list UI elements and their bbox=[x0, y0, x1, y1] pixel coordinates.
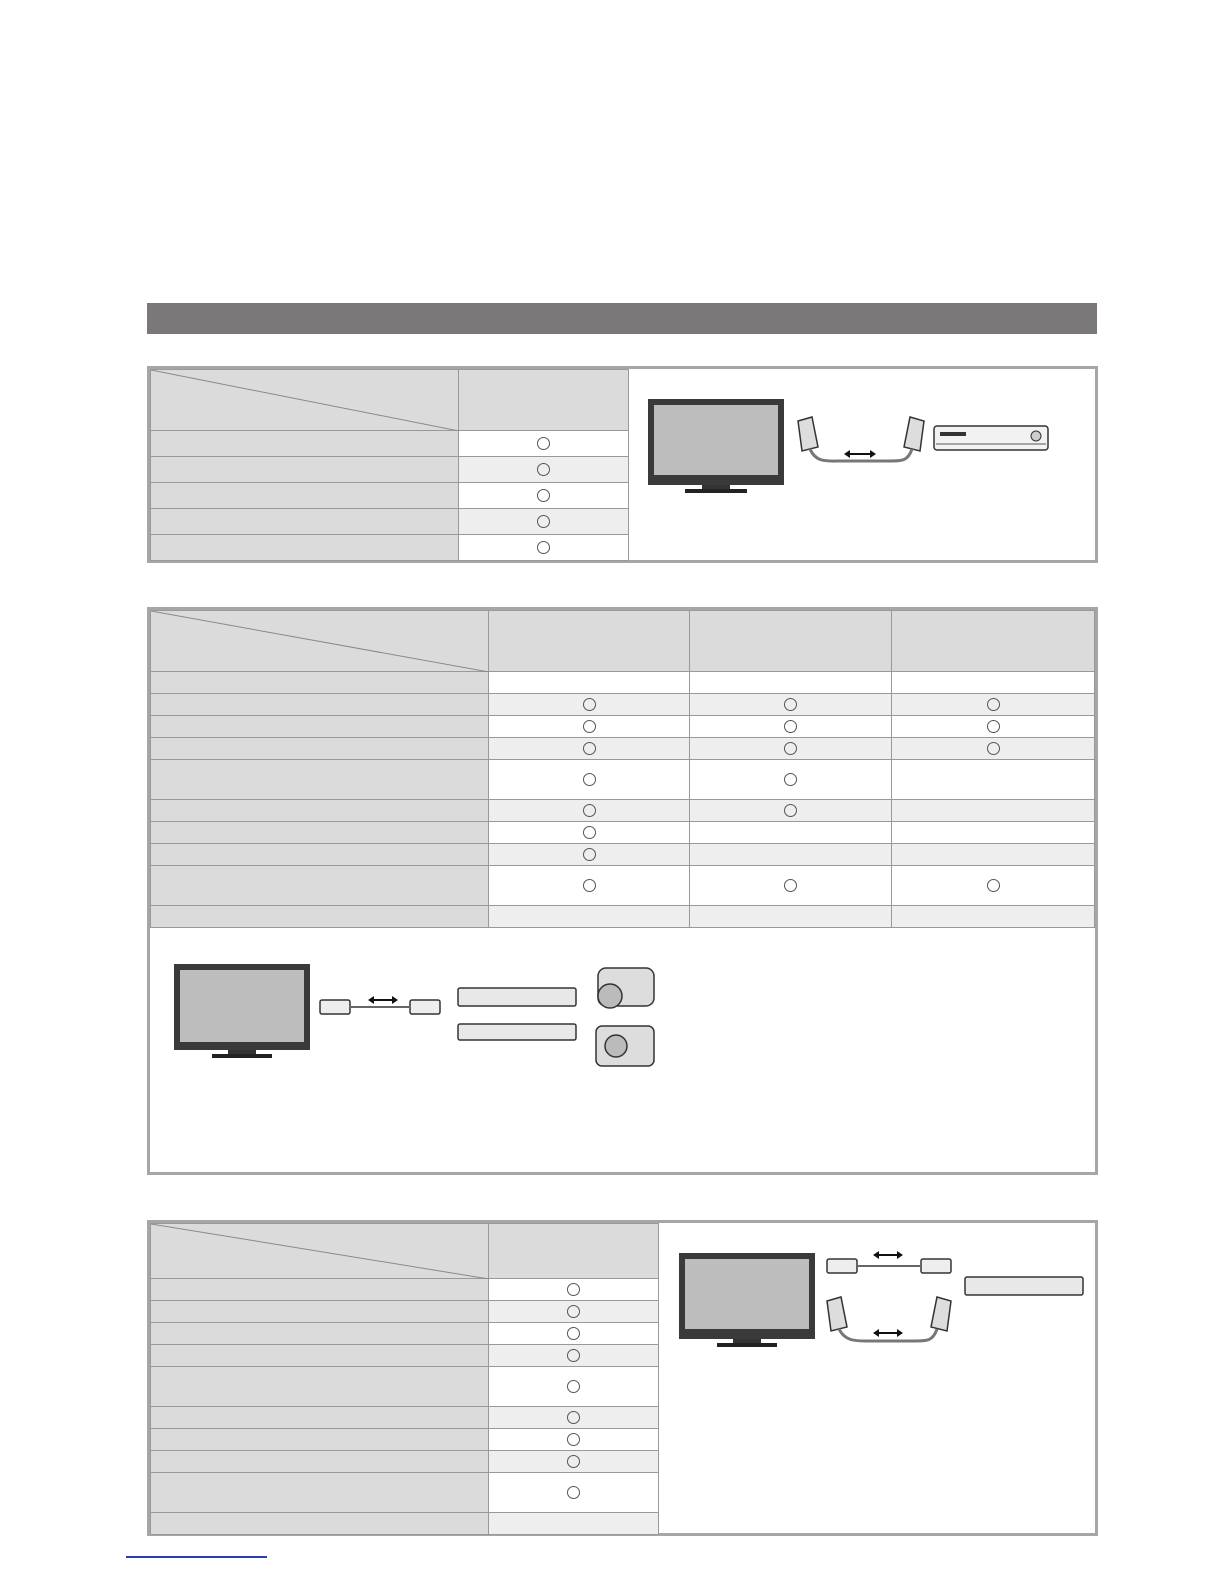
row-label bbox=[151, 1451, 489, 1473]
row-label bbox=[151, 672, 489, 694]
supported-circle-icon bbox=[583, 826, 596, 839]
column-header bbox=[488, 611, 690, 672]
digital-camera-icon bbox=[596, 1026, 654, 1066]
section-header-bar bbox=[147, 303, 1097, 334]
table-row bbox=[151, 738, 1095, 760]
compat-cell bbox=[489, 1451, 659, 1473]
supported-circle-icon bbox=[567, 1455, 580, 1468]
compat-cell bbox=[690, 738, 892, 760]
header-corner-cell bbox=[151, 611, 489, 672]
scart-compat-table bbox=[150, 369, 629, 561]
row-label bbox=[151, 1513, 489, 1535]
compat-cell bbox=[488, 866, 690, 906]
compat-cell bbox=[892, 760, 1095, 800]
tv-icon bbox=[648, 399, 784, 493]
compat-cell bbox=[488, 760, 690, 800]
compat-cell bbox=[489, 1367, 659, 1407]
hdmi-compat-table bbox=[150, 610, 1095, 928]
supported-circle-icon bbox=[567, 1305, 580, 1318]
header-corner-cell bbox=[151, 370, 459, 431]
compat-cell bbox=[459, 509, 629, 535]
compat-cell bbox=[489, 1473, 659, 1513]
compat-cell bbox=[690, 760, 892, 800]
table-row bbox=[151, 1279, 659, 1301]
recorder-icon bbox=[458, 988, 576, 1006]
table-row bbox=[151, 716, 1095, 738]
compat-cell bbox=[892, 716, 1095, 738]
table-row bbox=[151, 431, 629, 457]
supported-circle-icon bbox=[567, 1433, 580, 1446]
compat-cell bbox=[489, 1279, 659, 1301]
row-label bbox=[151, 535, 459, 561]
compat-cell bbox=[488, 738, 690, 760]
compat-cell bbox=[690, 716, 892, 738]
double-arrow-icon bbox=[844, 450, 876, 458]
table-row bbox=[151, 535, 629, 561]
table-row bbox=[151, 1301, 659, 1323]
row-label bbox=[151, 738, 489, 760]
table-row bbox=[151, 1345, 659, 1367]
supported-circle-icon bbox=[987, 720, 1000, 733]
tv-icon bbox=[174, 964, 310, 1058]
supported-circle-icon bbox=[583, 848, 596, 861]
compat-cell bbox=[459, 483, 629, 509]
table-row bbox=[151, 694, 1095, 716]
compat-cell bbox=[489, 1345, 659, 1367]
compat-cell bbox=[488, 844, 690, 866]
hdmi-scart-connection-illustration bbox=[675, 1245, 1095, 1355]
compat-cell bbox=[892, 906, 1095, 928]
compat-cell bbox=[690, 844, 892, 866]
table-row bbox=[151, 483, 629, 509]
supported-circle-icon bbox=[537, 489, 550, 502]
row-label bbox=[151, 844, 489, 866]
scart-plug-icon bbox=[798, 417, 924, 451]
supported-circle-icon bbox=[567, 1327, 580, 1340]
compat-cell bbox=[459, 457, 629, 483]
supported-circle-icon bbox=[537, 515, 550, 528]
row-label bbox=[151, 800, 489, 822]
supported-circle-icon bbox=[784, 720, 797, 733]
supported-circle-icon bbox=[987, 698, 1000, 711]
row-label bbox=[151, 716, 489, 738]
compat-cell bbox=[489, 1323, 659, 1345]
compat-cell bbox=[690, 906, 892, 928]
footer-link-underline[interactable] bbox=[126, 1556, 267, 1558]
header-diagonal bbox=[151, 1224, 489, 1279]
header-diagonal bbox=[151, 370, 459, 431]
table-row bbox=[151, 457, 629, 483]
table-row bbox=[151, 760, 1095, 800]
row-label bbox=[151, 1473, 489, 1513]
supported-circle-icon bbox=[537, 541, 550, 554]
table-row bbox=[151, 844, 1095, 866]
supported-circle-icon bbox=[987, 879, 1000, 892]
supported-circle-icon bbox=[537, 463, 550, 476]
header-diagonal bbox=[151, 611, 489, 672]
row-label bbox=[151, 431, 459, 457]
supported-circle-icon bbox=[567, 1283, 580, 1296]
row-label bbox=[151, 1279, 489, 1301]
supported-circle-icon bbox=[583, 720, 596, 733]
scart-panel bbox=[147, 366, 1098, 563]
dvd-recorder-icon bbox=[934, 426, 1048, 450]
table-row bbox=[151, 509, 629, 535]
compat-cell bbox=[488, 800, 690, 822]
row-label bbox=[151, 509, 459, 535]
row-label bbox=[151, 1301, 489, 1323]
row-label bbox=[151, 822, 489, 844]
table-row bbox=[151, 822, 1095, 844]
recorder-icon bbox=[965, 1277, 1083, 1295]
compat-cell bbox=[892, 800, 1095, 822]
supported-circle-icon bbox=[784, 804, 797, 817]
row-label bbox=[151, 1345, 489, 1367]
hdmi-panel bbox=[147, 607, 1098, 1175]
compat-cell bbox=[488, 672, 690, 694]
row-label bbox=[151, 1323, 489, 1345]
supported-circle-icon bbox=[567, 1411, 580, 1424]
compat-cell bbox=[488, 906, 690, 928]
column-header bbox=[892, 611, 1095, 672]
column-header bbox=[690, 611, 892, 672]
compat-cell bbox=[488, 694, 690, 716]
row-label bbox=[151, 760, 489, 800]
table-row bbox=[151, 1473, 659, 1513]
table-row bbox=[151, 906, 1095, 928]
compat-cell bbox=[690, 672, 892, 694]
camcorder-icon bbox=[598, 968, 654, 1008]
row-label bbox=[151, 906, 489, 928]
row-label bbox=[151, 483, 459, 509]
row-label bbox=[151, 866, 489, 906]
supported-circle-icon bbox=[583, 804, 596, 817]
supported-circle-icon bbox=[784, 773, 797, 786]
supported-circle-icon bbox=[567, 1380, 580, 1393]
table-row bbox=[151, 866, 1095, 906]
supported-circle-icon bbox=[537, 437, 550, 450]
supported-circle-icon bbox=[784, 879, 797, 892]
table-row bbox=[151, 1513, 659, 1535]
supported-circle-icon bbox=[583, 773, 596, 786]
blu-ray-player-icon bbox=[458, 1024, 576, 1040]
compat-cell bbox=[892, 866, 1095, 906]
supported-circle-icon bbox=[784, 742, 797, 755]
compat-cell bbox=[488, 716, 690, 738]
compat-cell bbox=[892, 694, 1095, 716]
supported-circle-icon bbox=[567, 1349, 580, 1362]
row-label bbox=[151, 457, 459, 483]
table-row bbox=[151, 672, 1095, 694]
column-header bbox=[489, 1224, 659, 1279]
supported-circle-icon bbox=[583, 698, 596, 711]
compat-cell bbox=[489, 1429, 659, 1451]
hdmi-scart-panel bbox=[147, 1220, 1098, 1536]
hdmi-scart-compat-table bbox=[150, 1223, 659, 1535]
row-label bbox=[151, 1407, 489, 1429]
table-row bbox=[151, 800, 1095, 822]
compat-cell bbox=[459, 535, 629, 561]
supported-circle-icon bbox=[567, 1486, 580, 1499]
compat-cell bbox=[488, 822, 690, 844]
row-label bbox=[151, 1367, 489, 1407]
compat-cell bbox=[489, 1407, 659, 1429]
compat-cell bbox=[892, 822, 1095, 844]
double-arrow-icon bbox=[873, 1251, 903, 1259]
supported-circle-icon bbox=[583, 879, 596, 892]
compat-cell bbox=[892, 738, 1095, 760]
row-label bbox=[151, 694, 489, 716]
supported-circle-icon bbox=[784, 698, 797, 711]
header-corner-cell bbox=[151, 1224, 489, 1279]
compat-cell bbox=[489, 1301, 659, 1323]
table-row bbox=[151, 1429, 659, 1451]
compat-cell bbox=[459, 431, 629, 457]
compat-cell bbox=[690, 800, 892, 822]
scart-connection-illustration bbox=[640, 389, 1060, 499]
compat-cell bbox=[489, 1513, 659, 1535]
supported-circle-icon bbox=[583, 742, 596, 755]
compat-cell bbox=[892, 844, 1095, 866]
table-row bbox=[151, 1367, 659, 1407]
compat-cell bbox=[690, 822, 892, 844]
double-arrow-icon bbox=[873, 1329, 903, 1337]
table-row bbox=[151, 1451, 659, 1473]
scart-plug-icon bbox=[827, 1297, 951, 1331]
hdmi-connection-illustration bbox=[170, 960, 670, 1090]
compat-cell bbox=[690, 694, 892, 716]
table-row bbox=[151, 1323, 659, 1345]
supported-circle-icon bbox=[987, 742, 1000, 755]
compat-cell bbox=[892, 672, 1095, 694]
table-row bbox=[151, 1407, 659, 1429]
compat-cell bbox=[690, 866, 892, 906]
double-arrow-icon bbox=[368, 996, 398, 1004]
tv-icon bbox=[679, 1253, 815, 1347]
row-label bbox=[151, 1429, 489, 1451]
column-header bbox=[459, 370, 629, 431]
